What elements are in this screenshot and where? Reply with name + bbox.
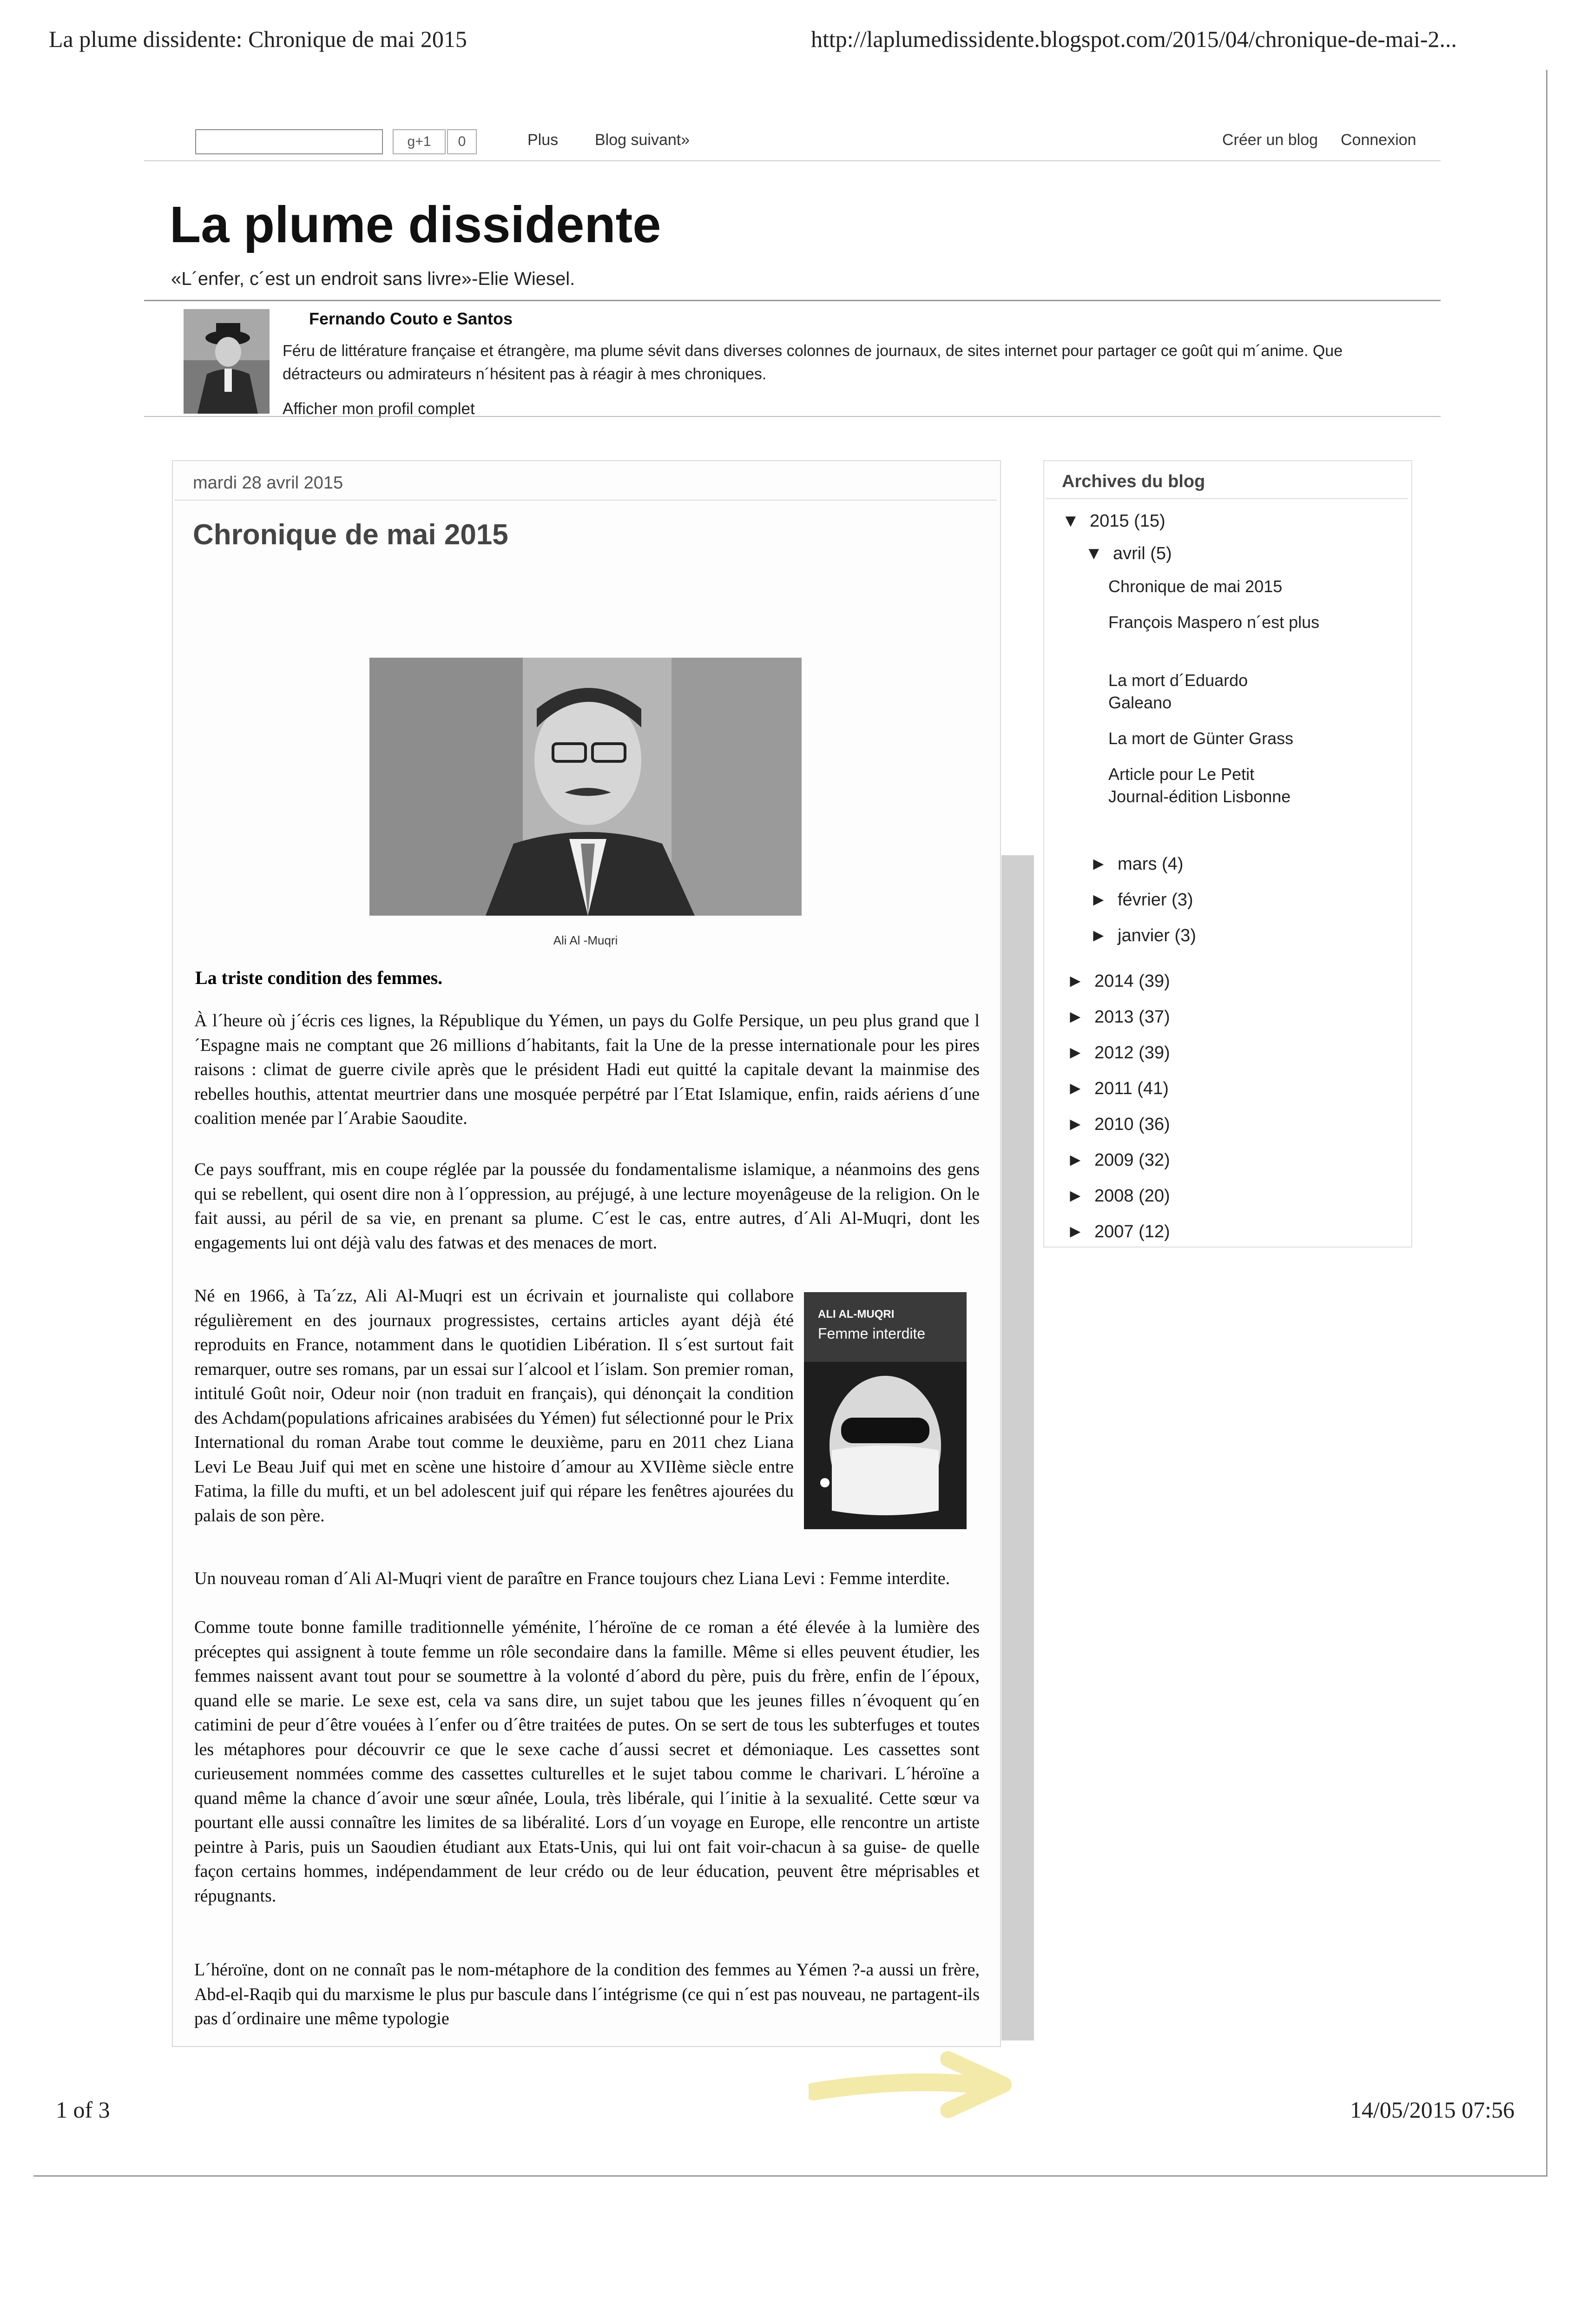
archive-year-count: (37): [1139, 1007, 1170, 1027]
archive-year-count: (15): [1134, 511, 1165, 531]
collapse-toggle-icon[interactable]: ►: [1066, 1150, 1084, 1170]
archive-year-label[interactable]: 2011: [1094, 1079, 1132, 1098]
blog-title[interactable]: La plume dissidente: [170, 196, 661, 253]
author-photo-caption: Ali Al -Muqri: [553, 933, 618, 947]
archive-post-link[interactable]: Chronique de mai 2015: [1108, 577, 1283, 596]
archive-year-count: (32): [1139, 1150, 1170, 1170]
page-scrollbar[interactable]: [1001, 855, 1034, 2040]
collapse-toggle-icon[interactable]: ►: [1090, 926, 1107, 945]
next-blog-link[interactable]: Blog suivant»: [595, 131, 690, 149]
blogger-navbar: [144, 121, 1441, 161]
collapse-toggle-icon[interactable]: ►: [1066, 1115, 1084, 1134]
profile-name[interactable]: Fernando Couto e Santos: [309, 309, 513, 328]
collapse-toggle-icon[interactable]: ►: [1066, 1007, 1084, 1027]
profile-divider: [144, 416, 1441, 417]
collapse-toggle-icon[interactable]: ►: [1090, 890, 1107, 910]
archive-month-mars[interactable]: [1090, 854, 1183, 874]
navbar-search-input[interactable]: [195, 129, 383, 154]
archive-post-link[interactable]: La mort d´Eduardo Galeano: [1108, 671, 1248, 712]
collapse-toggle-icon[interactable]: ►: [1066, 1079, 1084, 1098]
archive-year-2011[interactable]: [1066, 1079, 1169, 1099]
archive-year-2013[interactable]: [1066, 1007, 1170, 1027]
archive-year-label[interactable]: 2013: [1094, 1007, 1134, 1027]
collapse-toggle-icon[interactable]: ►: [1090, 854, 1107, 874]
highlighter-arrow-icon: [809, 2050, 1022, 2119]
archive-year-count: (39): [1139, 1043, 1170, 1063]
post-paragraph: Comme toute bonne famille traditionnelle yéménite, l´héroïne de ce roman a été élevée à la lumière des préceptes qui assignent à toute femme un rôle secondaire dans la famille. Même si elles peuvent étudier, les femmes naissent avant tout pour se soumettre à la volonté d´abord du père, puis du frère, enfin de l´époux, quand elle se marie. Le sexe est, cela va sans dire, un sujet tabou que les jeunes filles n´évoquent qu´en catimini de peur d´être vouées à l´enfer ou d´être traitées de putes. On se sert de tous les subterfuges et toutes les métaphores pour découvrir ce que le sexe cache d´aussi secret et démoniaque. Les cassettes sont curieusement nommées comme des cassettes culturelles et le sujet tabou comme le charivari. L´héroïne a quand même la chance d´avoir une sœur aînée, Loula, très libérale, qui l´initie à la sexualité. Cette sœur va pourtant elle aussi connaître les limites de sa libéralité. Lors d´un voyage en Europe, elle rencontre un artiste peintre à Paris, puis un Saoudien étudiant aux Etats-Unis, qui lui ont fait voir-chacun à sa guise- de quelle façon certains hommes, indépendamment de leur crédo ou de leur éducation, peuvent être méprisables et répugnants.: [194, 1618, 980, 1906]
archive-year-2014[interactable]: [1066, 971, 1170, 991]
more-link[interactable]: Plus: [527, 131, 559, 149]
post-subheading: La triste condition des femmes.: [195, 967, 443, 988]
expand-toggle-icon[interactable]: ▼: [1085, 544, 1103, 563]
profile-bio: Féru de littérature française et étrangère, ma plume sévit dans diverses colonnes de journaux, de sites internet pour partager ce goût qui m´anime. Que détracteurs ou admirateurs n´hésitent pas à réagir à mes chroniques.: [283, 342, 1343, 383]
archive-year-2015[interactable]: [1062, 511, 1165, 531]
post-paragraph: Né en 1966, à Ta´zz, Ali Al-Muqri est un écrivain et journaliste qui collabore régulièrement en des journaux progressistes, certains articles ayant déjà été reproduits en France, notamment dans le quotidien Libération. Il s´est surtout fait remarquer, outre ses romans, par un essai sur l´alcool et l´islam. Son premier roman, intitulé Goût noir, Odeur noir (non traduit en français), qui dénonçait la condition des Achdam(populations africaines arabisées du Yémen) fut sélectionné pour le Prix International du roman Arabe tout comme le deuxième, paru en 2011 chez Liana Levi Le Beau Juif qui met en scène une histoire d´amour au XVIIème siècle entre Fatima, la fille du mufti, et un bel adolescent juif qui répare les fenêtres ajourées du palais de son père.: [194, 1286, 794, 1525]
archive-year-label[interactable]: 2012: [1094, 1043, 1134, 1063]
post-paragraph: Ce pays souffrant, mis en coupe réglée par la poussée du fondamentalisme islamique, a néanmoins des gens qui se rebellent, qui osent dire non à l´oppression, au préjugé, à une lecture moyenâgeuse de la religion. On le fait aussi, au péril de sa vie, en prenant sa plume. C´est le cas, entre autres, d´Ali Al-Muqri, dont les engagements lui ont déjà valu des fatwas et des menaces de mort.: [194, 1160, 980, 1253]
archive-title: Archives du blog: [1062, 472, 1205, 491]
print-page-number: 1 of 3: [56, 2097, 110, 2123]
archive-year-count: (12): [1139, 1222, 1170, 1241]
archive-month-count: (5): [1150, 544, 1172, 563]
archive-year-label[interactable]: 2015: [1090, 511, 1129, 531]
archive-year-2008[interactable]: [1066, 1186, 1170, 1206]
post-date: mardi 28 avril 2015: [193, 473, 343, 493]
login-link[interactable]: Connexion: [1341, 131, 1416, 149]
collapse-toggle-icon[interactable]: ►: [1066, 1186, 1084, 1206]
archive-year-label[interactable]: 2014: [1094, 971, 1134, 991]
blog-description: «L´enfer, c´est un endroit sans livre»-Elie Wiesel.: [171, 269, 575, 289]
collapse-toggle-icon[interactable]: ►: [1066, 1043, 1084, 1063]
archive-month-label[interactable]: janvier: [1118, 926, 1170, 945]
archive-year-count: (41): [1137, 1079, 1169, 1098]
archive-month-janvier[interactable]: [1090, 926, 1196, 946]
archive-year-label[interactable]: 2010: [1094, 1115, 1134, 1134]
archive-month-avril[interactable]: [1085, 544, 1172, 564]
archive-year-2009[interactable]: [1066, 1150, 1170, 1170]
archive-post-link[interactable]: La mort de Günter Grass: [1108, 729, 1294, 748]
post-paragraph: À l´heure où j´écris ces lignes, la République du Yémen, un pays du Golfe Persique, un peu plus grand que l´Espagne mais ne comptant que 26 millions d´habitants, fait la Une de la presse internationale pour les pires raisons : climat de guerre civile après que le président Hadi eut quitté la capitale devant la mainmise des rebelles houthis, attentat meurtrier dans une mosquée perpétré par l´Etat Islamique, enfin, raids aériens d´une coalition menée par l´Arabie Saoudite.: [194, 1011, 980, 1128]
archive-year-label[interactable]: 2007: [1094, 1222, 1134, 1241]
post-paragraph: L´héroïne, dont on ne connaît pas le nom-métaphore de la condition des femmes au Yémen ?-a aussi un frère, Abd-el-Raqib qui du marxisme le plus pur bascule dans l´intégrisme (ce qui n´est pas nouveau, ne partagent-ils pas d´ordinaire une même typologie: [194, 1960, 980, 2028]
archive-year-label[interactable]: 2008: [1094, 1186, 1134, 1206]
archive-year-2007[interactable]: [1066, 1222, 1170, 1242]
archive-month-count: (4): [1162, 854, 1184, 874]
archive-month-label[interactable]: février: [1118, 890, 1167, 910]
archive-year-2010[interactable]: [1066, 1115, 1170, 1135]
archive-year-count: (20): [1139, 1186, 1170, 1206]
archive-month-count: (3): [1172, 890, 1193, 910]
profile-avatar[interactable]: [184, 309, 270, 414]
archive-year-count: (36): [1139, 1115, 1170, 1134]
book-cover-author: ALI AL-MUQRI: [818, 1308, 895, 1320]
full-profile-link[interactable]: Afficher mon profil complet: [283, 400, 475, 418]
book-cover-title: Femme interdite: [818, 1325, 926, 1342]
author-photo[interactable]: [369, 658, 802, 916]
book-cover-image[interactable]: [804, 1292, 967, 1529]
archive-year-label[interactable]: 2009: [1094, 1150, 1134, 1170]
post-paragraph: Un nouveau roman d´Ali Al-Muqri vient de paraître en France toujours chez Liana Levi : Femme interdite.: [194, 1569, 950, 1588]
print-page-title: La plume dissidente: Chronique de mai 2015: [49, 26, 467, 52]
collapse-toggle-icon[interactable]: ►: [1066, 971, 1084, 991]
archive-month-label[interactable]: avril: [1113, 544, 1146, 563]
plus-one-count: 0: [447, 129, 477, 154]
post-title[interactable]: Chronique de mai 2015: [193, 519, 508, 551]
archive-month-count: (3): [1174, 926, 1196, 945]
archive-post-link[interactable]: Article pour Le Petit Journal-édition Lisbonne: [1108, 765, 1291, 806]
archive-month-label[interactable]: mars: [1118, 854, 1157, 874]
create-blog-link[interactable]: Créer un blog: [1222, 131, 1318, 149]
google-plus-one-button[interactable]: g+1: [393, 129, 446, 154]
collapse-toggle-icon[interactable]: ►: [1066, 1222, 1084, 1241]
print-datetime: 14/05/2015 07:56: [1350, 2097, 1515, 2123]
archive-year-2012[interactable]: [1066, 1043, 1170, 1063]
header-divider: [144, 300, 1441, 301]
archive-title-divider: [1046, 498, 1408, 499]
archive-post-link[interactable]: François Maspero n´est plus: [1108, 613, 1320, 632]
print-url: http://laplumedissidente.blogspot.com/2015/04/chronique-de-mai-2...: [811, 26, 1457, 52]
archive-year-count: (39): [1139, 971, 1170, 991]
archive-month-fevrier[interactable]: [1090, 890, 1193, 910]
expand-toggle-icon[interactable]: ▼: [1062, 511, 1080, 531]
post-date-divider: [174, 500, 997, 501]
